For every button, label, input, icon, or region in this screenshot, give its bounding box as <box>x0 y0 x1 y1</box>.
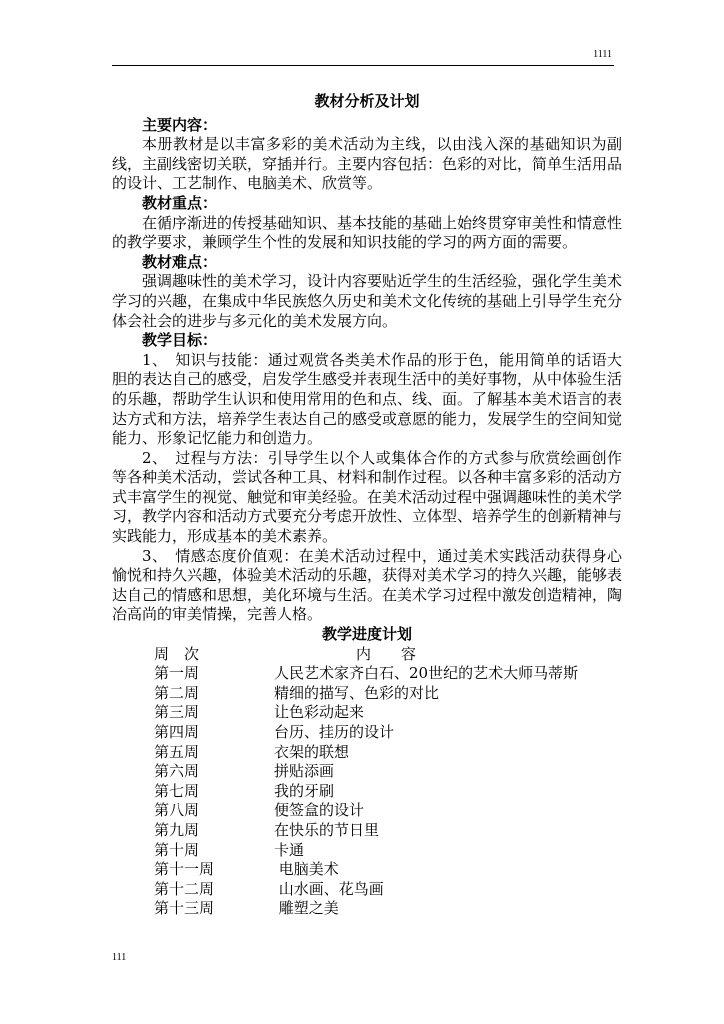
schedule-row <box>112 899 622 919</box>
section-paragraph: 强调趣味性的美术学习，设计内容要贴近学生的生活经验，强化学生美术学习的兴趣，在集成中华民族悠久历史和美术文化传统的基础上引导学生充分体会社会的进步与多元化的美术发展方向。 <box>112 272 623 330</box>
objective-paragraph: 3、 情感态度价值观：在美术活动过程中，通过美术实践活动获得身心愉悦和持久兴趣，体验美术活动的乐趣，获得对美术学习的持久兴趣，能够表达自己的情感和思想，美化环境与生活。在美术学习过程中激发创造精神，陶冶高尚的审美情操，完善人格。 <box>112 546 623 624</box>
schedule-row <box>112 821 622 841</box>
schedule-content: 拼贴添画 <box>274 762 335 781</box>
schedule-row <box>112 703 622 723</box>
schedule-title: 教学进度计划 <box>321 625 412 644</box>
schedule-week: 第十周 <box>154 840 200 859</box>
schedule-table <box>112 645 622 919</box>
schedule-week: 第十三周 <box>154 899 215 918</box>
document-body <box>112 92 622 919</box>
schedule-week: 第二周 <box>154 683 200 702</box>
schedule-content: 电脑美术 <box>274 860 339 879</box>
document-title: 教材分析及计划 <box>314 92 420 110</box>
schedule-row <box>112 860 622 880</box>
schedule-content: 在快乐的节日里 <box>274 820 380 839</box>
schedule-row <box>112 664 622 684</box>
section-paragraph: 在循序渐进的传授基础知识、基本技能的基础上始终贯穿审美性和情意性的教学要求，兼顾学生个性的发展和知识技能的学习的两方面的需要。 <box>112 213 623 252</box>
schedule-content: 卡通 <box>274 840 305 859</box>
schedule-content: 便签盒的设计 <box>274 801 365 820</box>
section-heading-main-content: 主要内容： <box>142 115 218 134</box>
schedule-row <box>112 723 622 743</box>
schedule-row <box>112 801 622 821</box>
schedule-content: 雕塑之美 <box>274 899 339 918</box>
schedule-row <box>112 684 622 704</box>
schedule-content: 衣架的联想 <box>274 742 350 761</box>
footer-page-number: 111 <box>112 952 127 963</box>
section-heading-difficulties: 教材难点： <box>142 252 218 271</box>
schedule-week: 第一周 <box>154 664 200 683</box>
schedule-row <box>112 762 622 782</box>
schedule-week: 第十一周 <box>154 860 215 879</box>
schedule-week: 第十二周 <box>154 879 215 898</box>
schedule-week: 第九周 <box>154 820 200 839</box>
schedule-content: 让色彩动起来 <box>274 703 365 722</box>
schedule-row <box>112 880 622 900</box>
schedule-row <box>112 743 622 763</box>
schedule-header-week: 周 次 <box>154 644 200 663</box>
section-paragraph: 本册教材是以丰富多彩的美术活动为主线，以由浅入深的基础知识为副线，主副线密切关联，穿插并行。主要内容包括：色彩的对比，简单生活用品的设计、工艺制作、电脑美术、欣赏等。 <box>112 135 623 193</box>
schedule-header-content: 内 容 <box>356 644 417 663</box>
schedule-week: 第三周 <box>154 703 200 722</box>
objective-paragraph: 1、 知识与技能：通过观赏各类美术作品的形于色，能用简单的话语大胆的表达自己的感受，启发学生感受并表现生活中的美好事物，从中体验生活的乐趣，帮助学生认识和使用常用的色和点、线、面。了解基本美术语言的表达方式和方法，培养学生表达自己的感受或意愿的能力，发展学生的空间知觉能力、形象记忆能力和创造力。 <box>112 350 623 448</box>
schedule-week: 第六周 <box>154 762 200 781</box>
section-heading-objectives: 教学目标： <box>142 331 218 350</box>
schedule-content: 精细的描写、色彩的对比 <box>274 683 440 702</box>
header-page-number: 1111 <box>593 49 612 60</box>
objective-paragraph: 2、 过程与方法：引导学生以个人或集体合作的方式参与欣赏绘画创作等各种美术活动，尝试各种工具、材料和制作过程。以各种丰富多彩的活动方式丰富学生的视觉、触觉和审美经验。在美术活动过程中强调趣味性的美术学习，教学内容和活动方式要充分考虑开放性、立体型、培养学生的创新精神与实践能力，形成基本的美术素养。 <box>112 448 623 546</box>
schedule-week: 第四周 <box>154 723 200 741</box>
schedule-content: 台历、挂历的设计 <box>274 723 395 741</box>
schedule-content: 我的牙刷 <box>274 781 335 800</box>
header-rule <box>112 65 614 66</box>
schedule-week: 第八周 <box>154 801 200 820</box>
schedule-row <box>112 782 622 802</box>
schedule-week: 第七周 <box>154 781 200 800</box>
section-heading-key-points: 教材重点： <box>142 193 218 212</box>
schedule-week: 第五周 <box>154 742 200 761</box>
schedule-content: 山水画、花鸟画 <box>274 879 384 898</box>
schedule-row <box>112 841 622 861</box>
schedule-header-row <box>112 645 622 665</box>
schedule-content: 人民艺术家齐白石、20世纪的艺术大师马蒂斯 <box>274 664 579 683</box>
